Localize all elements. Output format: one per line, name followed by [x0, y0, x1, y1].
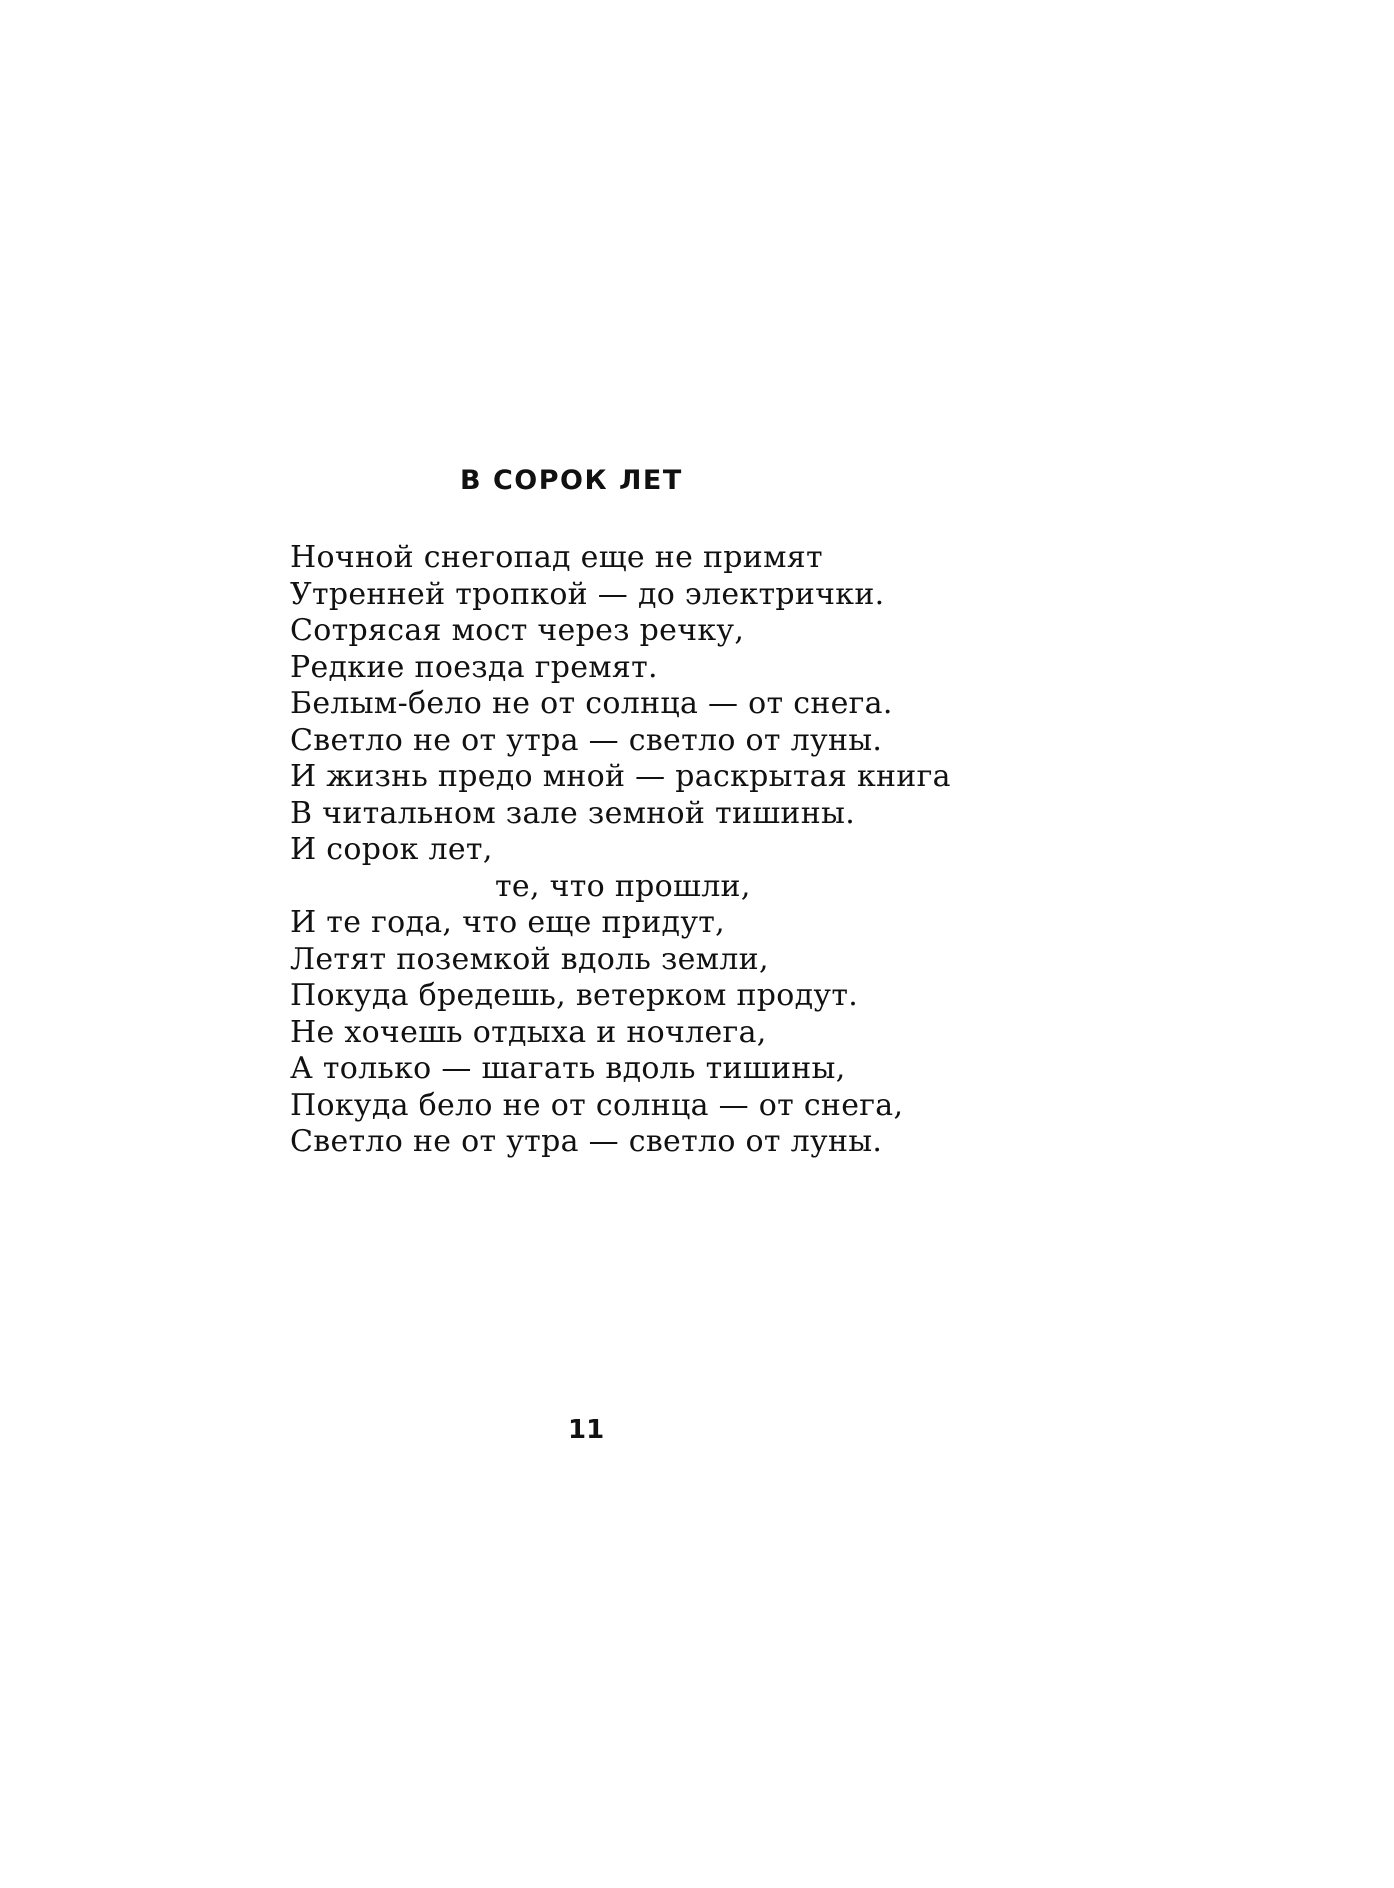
poem-text: [290, 540, 951, 1161]
poem-line: Покуда бредешь, ветерком продут.: [290, 978, 859, 1013]
poem-line: Редкие поезда гремят.: [290, 649, 658, 685]
poem-line: Белым-бело не от солнца — от снега.: [290, 686, 893, 721]
poem-line: Сотрясая мост через речку,: [290, 613, 745, 648]
poem-title: В СОРОК ЛЕТ: [460, 465, 683, 496]
poem-line: Светло не от утра — светло от луны.: [290, 722, 883, 758]
poem-line: В читальном зале земной тишины.: [290, 795, 856, 831]
poem-line: И сорок лет,: [290, 832, 493, 867]
poem-line: Летят поземкой вдоль земли,: [290, 941, 769, 977]
poem-line: Светло не от утра — светло от луны.: [290, 1124, 883, 1159]
poem-line: И те года, что еще придут,: [290, 905, 726, 940]
poem-line: А только — шагать вдоль тишины,: [290, 1051, 846, 1086]
page-number: 11: [568, 1415, 605, 1445]
poem-line: И жизнь предо мной — раскрытая книга: [290, 759, 951, 794]
poem-line: Покуда бело не от солнца — от снега,: [290, 1087, 904, 1123]
poem-line: Утренней тропкой — до электрички.: [290, 576, 885, 612]
poem-line-indented: те, что прошли,: [495, 868, 751, 904]
poem-line: Ночной снегопад еще не примят: [290, 540, 823, 575]
poem-line: Не хочешь отдыха и ночлега,: [290, 1014, 767, 1050]
